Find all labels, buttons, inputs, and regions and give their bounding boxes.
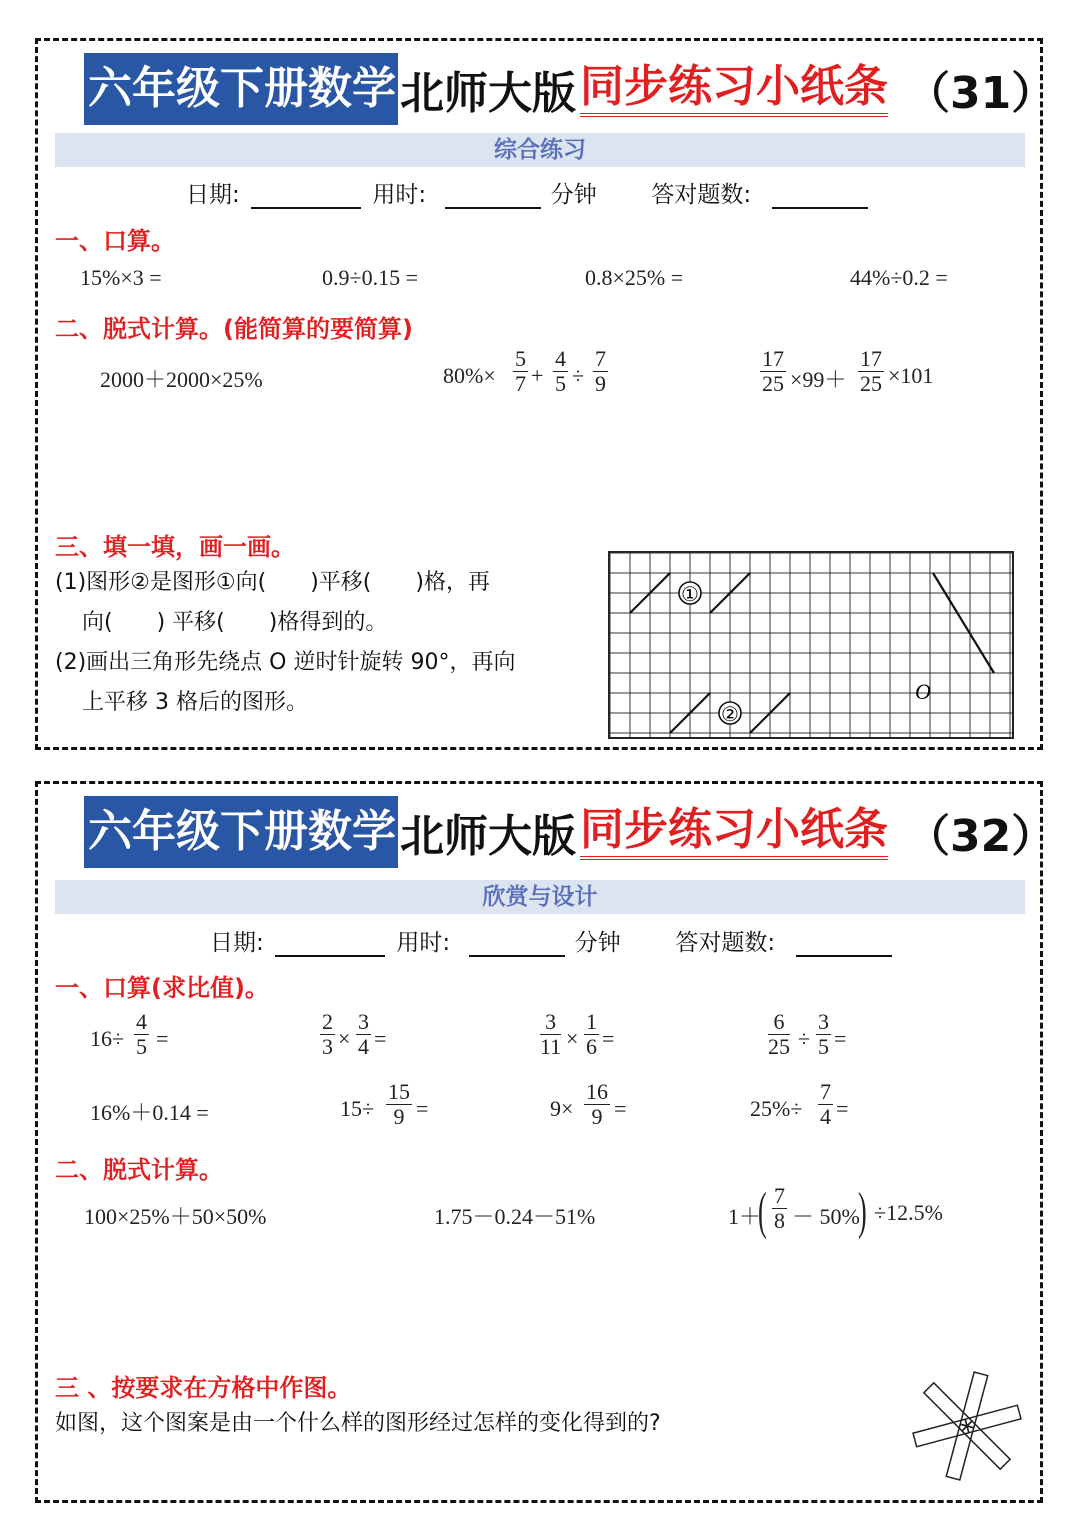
calc-item: 1.75－0.24－51% bbox=[434, 1204, 596, 1229]
title-number: （32） bbox=[906, 811, 1056, 862]
date-blank[interactable] bbox=[251, 187, 361, 209]
question-1a: (1)图形②是图形①向( )平移( )格，再 bbox=[55, 570, 490, 595]
minutes-label: 分钟 bbox=[574, 930, 621, 956]
question-2b: 上平移 3 格后的图形。 bbox=[82, 690, 308, 715]
question-1b: 向( ) 平移( )格得到的。 bbox=[82, 610, 388, 635]
label-1: ① bbox=[681, 582, 699, 606]
label-2: ② bbox=[721, 702, 739, 726]
title-grade: 六年级下册数学 bbox=[84, 796, 398, 868]
info-bar bbox=[210, 924, 892, 957]
section-calc: 二、脱式计算。(能简算的要简算) bbox=[55, 315, 413, 343]
correct-label: 答对题数: bbox=[651, 182, 752, 208]
info-bar bbox=[186, 176, 868, 209]
time-label: 用时: bbox=[396, 930, 451, 956]
card-title bbox=[84, 796, 1055, 868]
oral-item: 0.9÷0.15 = bbox=[322, 265, 418, 290]
question-2a: (2)画出三角形先绕点 O 逆时针旋转 90°，再向 bbox=[55, 650, 516, 675]
correct-label: 答对题数: bbox=[675, 930, 776, 956]
date-label: 日期: bbox=[210, 930, 264, 956]
worksheet-card-32: 六年级下册数学 北师大版 同步练习小纸条 （32） 欣赏与设计 日期: 用时: 分钟 答对题数: 一、口算(求比值)。 16÷ 4 5 = 2 3 × 3 4 = 3 11 × 1 6 = 6 25 ÷ 3 5 = 16%＋0.14 = 15÷ 15 9 = 9× 16 9 = 25%÷ 7 4 = 二、脱式计算。 100×25%＋50×50% 1.75－0.24－51% 1＋ ( 7 8 － 50% ) ÷12.5% 三 、按要求在方格中作图。 如图，这个图案是由一个什么样的图形经过怎样的变化得到的? bbox=[35, 781, 1043, 1503]
time-label: 用时: bbox=[372, 182, 427, 208]
time-blank[interactable] bbox=[469, 935, 565, 957]
point-o: O bbox=[915, 679, 931, 704]
oral-item: 15%×3 = bbox=[80, 265, 162, 290]
title-edition: 北师大版 bbox=[400, 68, 576, 119]
title-grade: 六年级下册数学 bbox=[84, 53, 398, 125]
section-oral: 一、口算。 bbox=[55, 227, 175, 255]
oral-item: 44%÷0.2 = bbox=[850, 265, 948, 290]
correct-blank[interactable] bbox=[772, 187, 868, 209]
question: 如图，这个图案是由一个什么样的图形经过怎样的变化得到的? bbox=[55, 1411, 661, 1436]
section-draw: 三 、按要求在方格中作图。 bbox=[55, 1374, 352, 1402]
section-ratio: 一、口算(求比值)。 bbox=[55, 974, 269, 1002]
time-blank[interactable] bbox=[445, 187, 541, 209]
calc-item: 2000＋2000×25% bbox=[100, 367, 263, 392]
calc-item-fractions: 1＋ ( 7 8 － 50% ) ÷12.5% bbox=[728, 1183, 943, 1240]
ratio-item: 16%＋0.14 = bbox=[90, 1100, 209, 1125]
title-edition: 北师大版 bbox=[400, 811, 576, 862]
date-blank[interactable] bbox=[275, 935, 385, 957]
subtitle-bar: 综合练习 bbox=[55, 133, 1025, 167]
correct-blank[interactable] bbox=[796, 935, 892, 957]
calc-item: 100×25%＋50×50% bbox=[84, 1204, 267, 1229]
minutes-label: 分钟 bbox=[550, 182, 597, 208]
subtitle-bar: 欣赏与设计 bbox=[55, 880, 1025, 914]
title-practice: 同步练习小纸条 bbox=[580, 61, 888, 117]
pinwheel-figure bbox=[910, 1368, 1024, 1484]
worksheet-card-31: 六年级下册数学 北师大版 同步练习小纸条 （31） 综合练习 日期: 用时: 分钟 答对题数: 一、口算。 15%×3 = 0.9÷0.15 = 0.8×25% = 44%÷0.2 = 二、脱式计算。(能简算的要简算) 2000＋2000×25% 80%× 5 7 + 4 5 ÷ 7 9 17 25 ×99＋ 17 25 ×101 三、填一填，画一画。 (1)图形②是图形①向( )平移( )格，再 向( ) 平移( )格得到的。 (2)画出三角形先绕点 O 逆时针旋转 90°，再向 上平移 3 格后的图形。 ① ② O bbox=[35, 38, 1043, 750]
card-title bbox=[84, 53, 1055, 125]
section-draw: 三、填一填，画一画。 bbox=[55, 533, 295, 561]
title-practice: 同步练习小纸条 bbox=[580, 804, 888, 860]
grid-figure bbox=[608, 551, 1014, 739]
oral-item: 0.8×25% = bbox=[585, 265, 684, 290]
section-calc: 二、脱式计算。 bbox=[55, 1156, 223, 1184]
title-number: （31） bbox=[906, 68, 1056, 119]
date-label: 日期: bbox=[186, 182, 240, 208]
